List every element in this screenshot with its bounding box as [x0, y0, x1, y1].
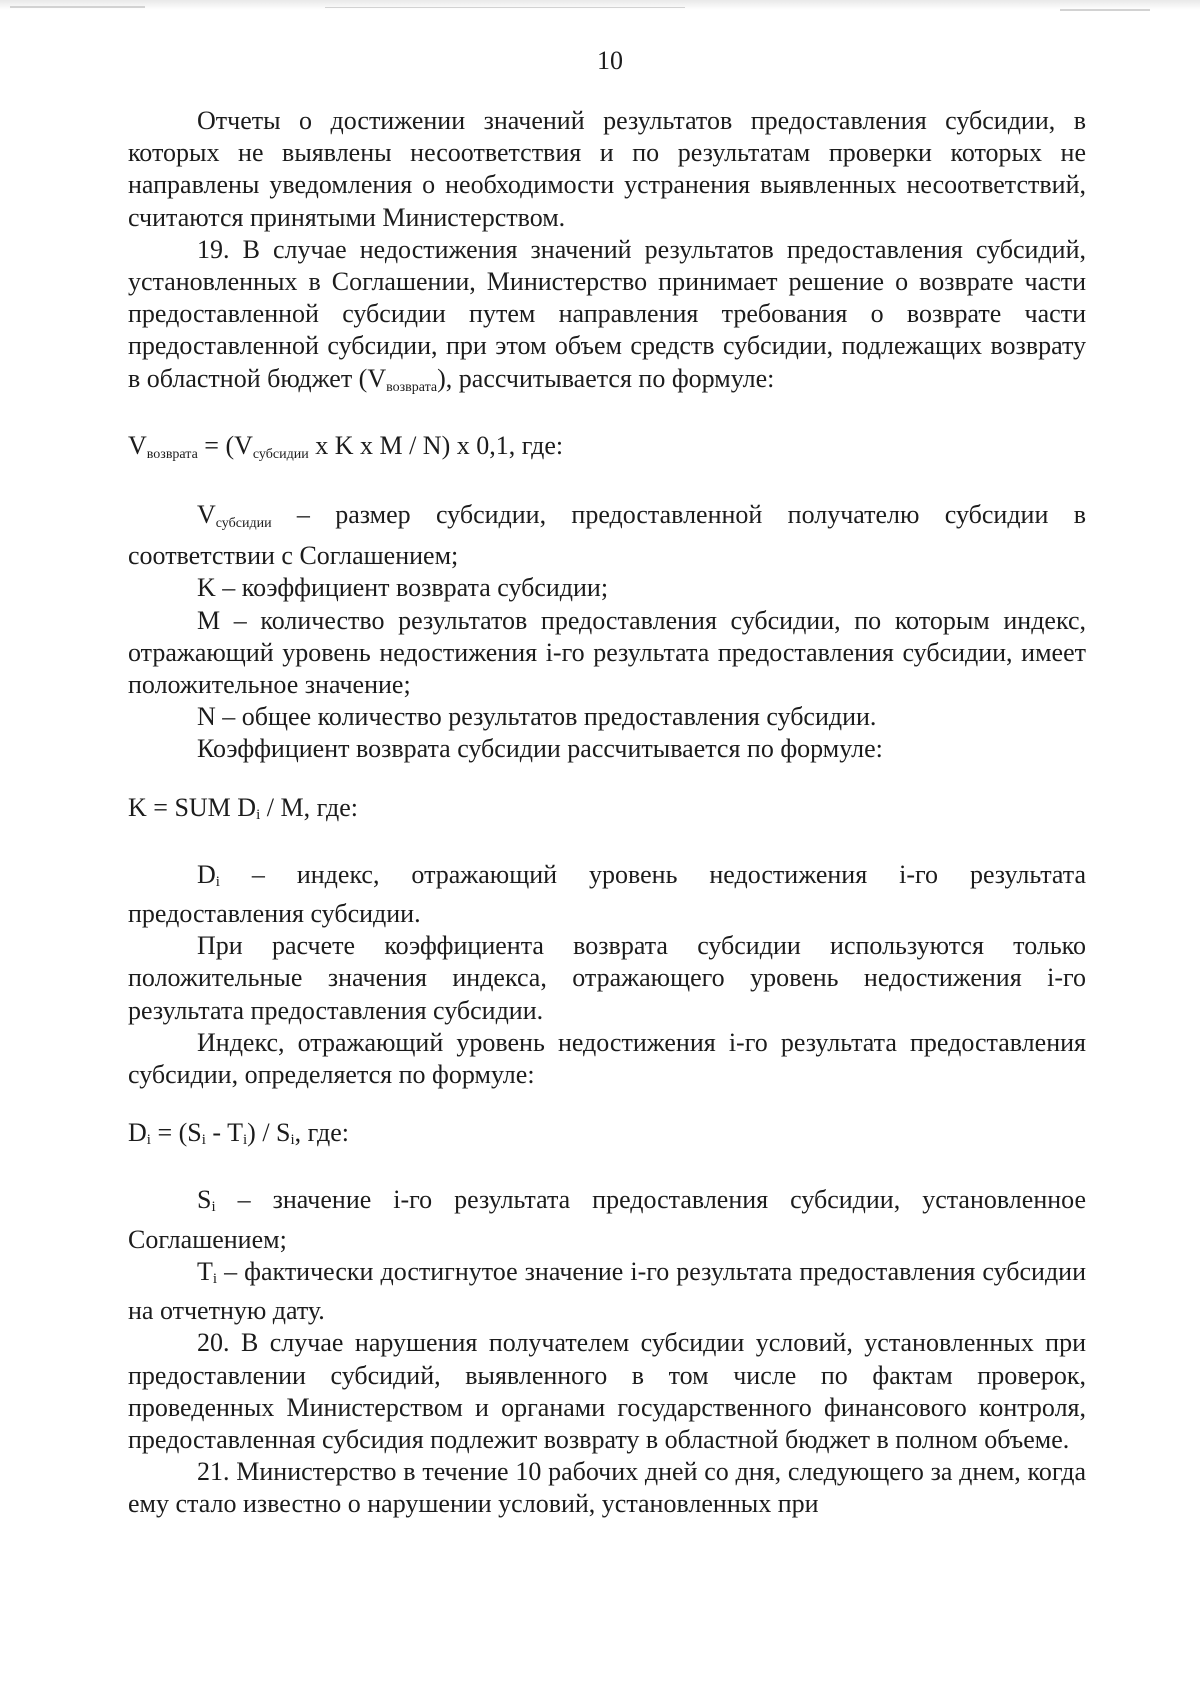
definition-m: M – количество результатов предоставления субсидии, по которым индекс, отражающий уровень недостижения i-го результата предоставления субсидии, имеет положительное значение; — [128, 605, 1086, 700]
definition-n: N – общее количество результатов предоставления субсидии. — [197, 702, 877, 732]
subscript: i — [215, 873, 220, 890]
paragraph-index-intro: Индекс, отражающий уровень недостижения i-го результата предоставления субсидии, определяется по формуле: — [128, 1027, 1086, 1090]
paragraph-20: 20. В случае нарушения получателем субсидии условий, установленных при предоставлении субсидий, выявленного в том числе по фактам проверок, проведенных Министерством и органами государственного финансового контроля, предоставленная субсидия подлежит возврату в областной бюджет в полном объеме. — [128, 1328, 1086, 1454]
scan-artifact — [325, 7, 685, 8]
formula-symbol: V — [128, 430, 147, 460]
definition-k: K – коэффициент возврата субсидии; — [197, 573, 609, 603]
subscript: возврата — [386, 379, 438, 395]
formula-text: = (S — [150, 1118, 202, 1148]
paragraph-reports: Отчеты о достижении значений результатов предоставления субсидии, в которых не выявлены несоответствия и по результатам проверки которых не направлены уведомления о необходимости устранения выявленных несоответствий, считаются принятыми Министерством. — [128, 106, 1086, 232]
paragraph-19-text: 19. В случае недостижения значений результатов предоставления субсидий, установленных в Соглашении, Министерство принимает решение о возврате части предоставленной субсидии путем направления требования о возврате части предоставленной субсидии, при этом объем средств субсидии, подлежащих возврату в областной бюджет (V — [128, 234, 1086, 393]
formula-text: x K x M / N) x 0,1, где: — [308, 430, 564, 460]
scan-artifact — [1060, 9, 1150, 11]
definition-symbol: S — [197, 1185, 212, 1215]
formula-text: - T — [205, 1118, 243, 1148]
subscript: i — [242, 1132, 248, 1149]
paragraph-positive-values: При расчете коэффициента возврата субсидии используются только положительные значения индекса, отражающего уровень недостижения i-го результата предоставления субсидии. — [128, 931, 1086, 1025]
subscript: i — [212, 1270, 218, 1287]
paragraph-coefficient-intro: Коэффициент возврата субсидии рассчитывается по формуле: — [197, 734, 883, 764]
definition-text: – индекс, отражающий уровень недостижения i-го результата предоставления субсидии. — [128, 859, 1086, 929]
definition-symbol: V — [197, 500, 216, 530]
definition-symbol: D — [197, 859, 216, 889]
page-number: 10 — [597, 46, 623, 75]
definition-v-subsidy — [128, 499, 1086, 572]
definition-text: – фактически достигнутое значение i-го результата предоставления субсидии на отчетную дату. — [128, 1256, 1086, 1326]
formula-text: ) / S — [247, 1118, 291, 1148]
formula-text: , где: — [294, 1118, 350, 1148]
scan-artifact — [10, 6, 145, 8]
formula-text: = (V — [197, 430, 253, 460]
subscript: субсидии — [252, 446, 309, 462]
definition-symbol: T — [197, 1256, 213, 1286]
subscript: i — [146, 1132, 151, 1149]
definition-text: – размер субсидии, предоставленной получателю субсидии в соответствии с Соглашением; — [128, 500, 1086, 571]
formula-symbol: D — [128, 1118, 147, 1148]
definition-d — [128, 859, 1086, 930]
paragraph-19-text-end: ), рассчитывается по формуле: — [437, 363, 775, 393]
formula-k — [128, 792, 1086, 831]
document-body — [128, 105, 1086, 1521]
subscript: i — [201, 1132, 206, 1149]
scan-edge-shadow — [0, 0, 1200, 10]
paragraph-21: 21. Министерство в течение 10 рабочих дней со дня, следующего за днем, когда ему стало известно о нарушении условий, установленных при — [128, 1457, 1086, 1519]
definition-t — [128, 1256, 1086, 1327]
subscript: i — [256, 806, 261, 823]
formula-text: K = SUM D — [128, 792, 257, 822]
paragraph-19 — [128, 234, 1086, 404]
definition-s — [128, 1184, 1086, 1255]
subscript: i — [211, 1199, 216, 1216]
formula-v-return — [128, 430, 1086, 471]
subscript: субсидии — [215, 516, 272, 532]
formula-text: / M, где: — [260, 792, 358, 822]
formula-d — [128, 1117, 1086, 1156]
subscript: возврата — [146, 446, 198, 462]
definition-text: – значение i-го результата предоставления субсидии, установленное Соглашением; — [128, 1185, 1086, 1254]
subscript: i — [290, 1132, 295, 1149]
